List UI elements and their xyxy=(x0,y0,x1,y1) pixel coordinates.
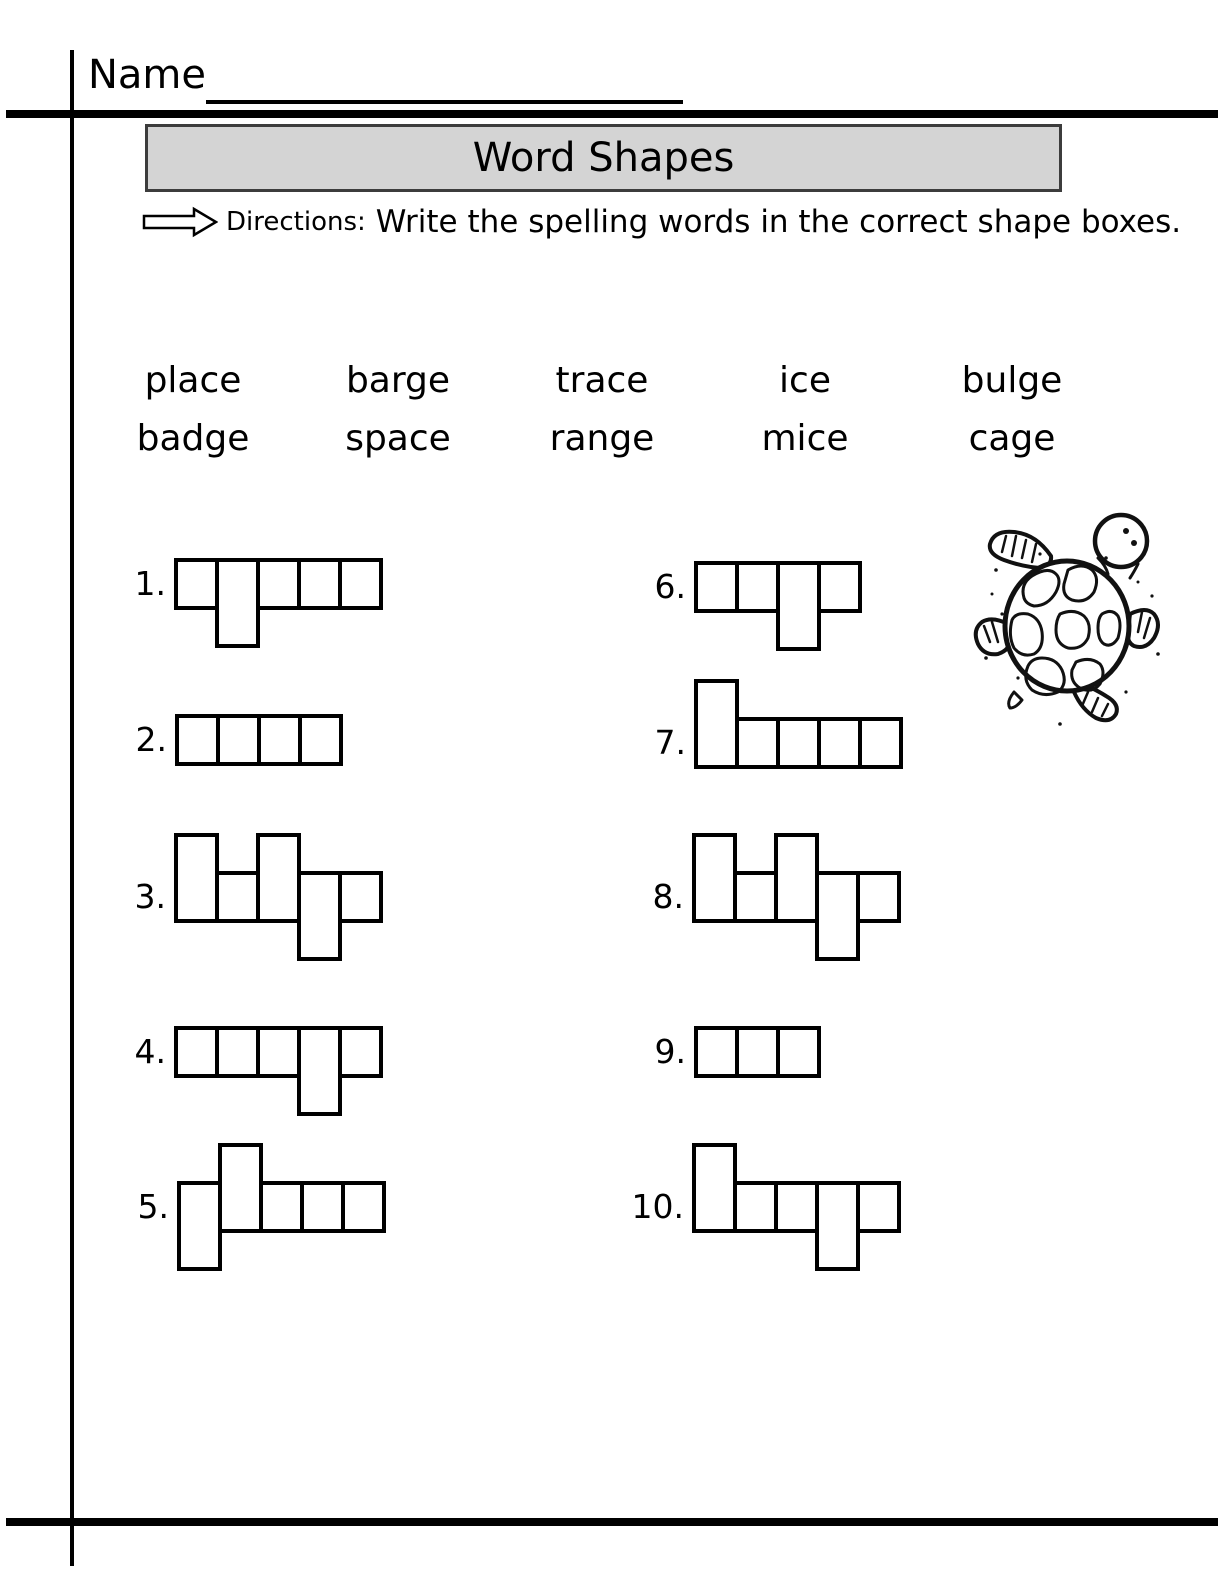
letter-box[interactable] xyxy=(776,561,821,651)
word-shape-1 xyxy=(112,558,383,648)
shape-boxes xyxy=(174,558,383,648)
letter-box[interactable] xyxy=(694,1026,739,1078)
shape-number: 9. xyxy=(654,1032,686,1071)
letter-box[interactable] xyxy=(774,833,819,923)
word-bank-item: barge xyxy=(345,360,451,401)
letter-box[interactable] xyxy=(815,871,860,961)
shape-boxes xyxy=(174,1026,383,1116)
shape-boxes xyxy=(692,871,901,961)
letter-box[interactable] xyxy=(174,833,219,923)
letter-box[interactable] xyxy=(733,871,778,923)
shape-number: 10. xyxy=(631,1187,684,1226)
letter-box[interactable] xyxy=(256,833,301,923)
shape-boxes xyxy=(692,1181,901,1271)
letter-box[interactable] xyxy=(776,717,821,769)
letter-box[interactable] xyxy=(215,871,260,923)
letter-box[interactable] xyxy=(300,1181,345,1233)
directions-row xyxy=(142,204,1181,240)
word-bank-item: mice xyxy=(761,418,849,459)
bottom-divider-rule xyxy=(6,1518,1218,1526)
letter-box[interactable] xyxy=(815,1181,860,1271)
letter-box[interactable] xyxy=(694,561,739,613)
letter-box[interactable] xyxy=(175,714,220,766)
name-label: Name xyxy=(88,52,207,98)
word-shape-7 xyxy=(632,717,903,769)
letter-box[interactable] xyxy=(297,558,342,610)
shape-number: 3. xyxy=(134,877,166,916)
word-bank-item: badge xyxy=(136,418,250,459)
letter-box[interactable] xyxy=(297,1026,342,1116)
word-shape-8 xyxy=(630,871,901,961)
directions-label: Directions: xyxy=(226,207,366,237)
shape-number: 5. xyxy=(137,1187,169,1226)
word-shape-6 xyxy=(632,561,862,651)
letter-box[interactable] xyxy=(257,714,302,766)
shape-number: 1. xyxy=(134,564,166,603)
worksheet-title: Word Shapes xyxy=(145,124,1062,192)
name-write-line[interactable] xyxy=(206,100,683,104)
letter-box[interactable] xyxy=(692,1143,737,1233)
word-shape-3 xyxy=(112,871,383,961)
shape-boxes xyxy=(177,1181,386,1271)
word-bank-item: trace xyxy=(555,360,649,401)
letter-box[interactable] xyxy=(856,871,901,923)
letter-box[interactable] xyxy=(776,1026,821,1078)
word-bank-item: space xyxy=(345,418,451,459)
letter-box[interactable] xyxy=(338,871,383,923)
word-shape-2 xyxy=(113,714,343,766)
letter-box[interactable] xyxy=(338,1026,383,1078)
shape-number: 7. xyxy=(654,723,686,762)
shape-boxes xyxy=(694,561,862,651)
letter-box[interactable] xyxy=(298,714,343,766)
word-shape-9 xyxy=(632,1026,821,1078)
letter-box[interactable] xyxy=(216,714,261,766)
shape-boxes xyxy=(694,717,903,769)
letter-box[interactable] xyxy=(858,717,903,769)
letter-box[interactable] xyxy=(174,1026,219,1078)
shape-boxes xyxy=(694,1026,821,1078)
directions-text: Write the spelling words in the correct shape boxes. xyxy=(375,204,1182,240)
letter-box[interactable] xyxy=(338,558,383,610)
sea-turtle-clipart-image xyxy=(956,496,1174,734)
letter-box[interactable] xyxy=(297,871,342,961)
shape-number: 2. xyxy=(135,720,167,759)
word-shape-4 xyxy=(112,1026,383,1116)
shape-number: 6. xyxy=(654,567,686,606)
word-bank-item: place xyxy=(144,360,242,401)
word-bank-item: cage xyxy=(968,418,1056,459)
shape-boxes xyxy=(174,871,383,961)
letter-box[interactable] xyxy=(259,1181,304,1233)
letter-box[interactable] xyxy=(735,1026,780,1078)
letter-box[interactable] xyxy=(218,1143,263,1233)
letter-box[interactable] xyxy=(341,1181,386,1233)
letter-box[interactable] xyxy=(735,717,780,769)
shape-number: 8. xyxy=(652,877,684,916)
letter-box[interactable] xyxy=(817,561,862,613)
word-bank-item: ice xyxy=(779,360,831,401)
letter-box[interactable] xyxy=(215,1026,260,1078)
word-bank-item: bulge xyxy=(961,360,1063,401)
word-shape-10 xyxy=(630,1181,901,1271)
word-bank-item: range xyxy=(549,418,655,459)
letter-box[interactable] xyxy=(856,1181,901,1233)
word-shape-5 xyxy=(115,1181,386,1271)
letter-box[interactable] xyxy=(733,1181,778,1233)
letter-box[interactable] xyxy=(256,1026,301,1078)
letter-box[interactable] xyxy=(174,558,219,610)
letter-box[interactable] xyxy=(817,717,862,769)
letter-box[interactable] xyxy=(215,558,260,648)
letter-box[interactable] xyxy=(774,1181,819,1233)
letter-box[interactable] xyxy=(256,558,301,610)
right-arrow-icon xyxy=(142,206,218,238)
shape-boxes xyxy=(175,714,343,766)
letter-box[interactable] xyxy=(735,561,780,613)
shape-number: 4. xyxy=(134,1032,166,1071)
letter-box[interactable] xyxy=(177,1181,222,1271)
left-margin-rule xyxy=(70,50,74,1566)
top-divider-rule xyxy=(6,110,1218,118)
letter-box[interactable] xyxy=(694,679,739,769)
letter-box[interactable] xyxy=(692,833,737,923)
